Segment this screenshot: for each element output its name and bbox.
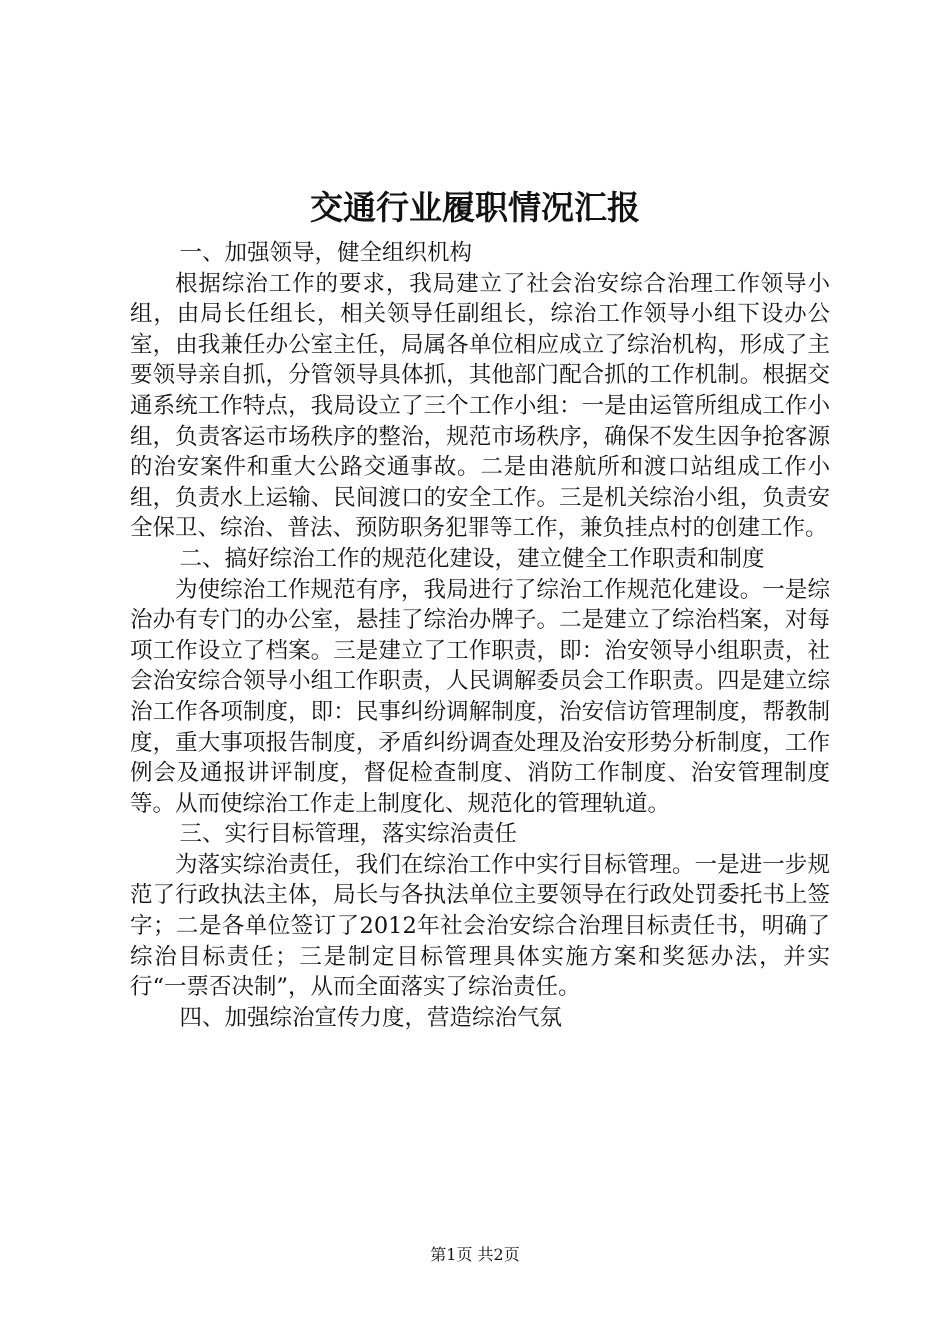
section-heading-2: 二、搞好综治工作的规范化建设，建立健全工作职责和制度	[179, 545, 765, 572]
document-body	[130, 238, 830, 1033]
section-heading-3: 三、实行目标管理，落实综治责任	[179, 821, 518, 848]
section-heading-1: 一、加强领导，健全组织机构	[179, 240, 473, 266]
section-paragraph-2: 为使综治工作规范有序，我局进行了综治工作规范化建设。一是综治办有专门的办公室，悬挂了综治办牌子。二是建立了综治档案，对每项工作设立了档案。三是建立了工作职责，即：治安领导小组职责，社会治安综合领导小组工作职责，人民调解委员会工作职责。四是建立综治工作各项制度，即：民事纠纷调解制度，治安信访管理制度，帮教制度，重大事项报告制度，矛盾纠纷调查处理及治安形势分析制度，工作例会及通报讲评制度，督促检查制度、消防工作制度、治安管理制度等。从而使综治工作走上制度化、规范化的管理轨道。	[130, 576, 830, 817]
section-paragraph-1: 根据综治工作的要求，我局建立了社会治安综合治理工作领导小组，由局长任组长，相关领导任副组长，综治工作领导小组下设办公室，由我兼任办公室主任，局属各单位相应成立了综治机构，形成了主要领导亲自抓，分管领导具体抓，其他部门配合抓的工作机制。根据交通系统工作特点，我局设立了三个工作小组：一是由运管所组成工作小组，负责客运市场秩序的整治，规范市场秩序，确保不发生因争抢客源的治安案件和重大公路交通事故。二是由港航所和渡口站组成工作小组，负责水上运输、民间渡口的安全工作。三是机关综治小组，负责安全保卫、综治、普法、预防职务犯罪等工作，兼负挂点村的创建工作。	[130, 270, 830, 542]
document-title: 交通行业履职情况汇报	[310, 188, 640, 227]
section-heading-4: 四、加强综治宣传力度，营造综治气氛	[179, 1004, 563, 1031]
section-paragraph-3: 为落实综治责任，我们在综治工作中实行目标管理。一是进一步规范了行政执法主体，局长与各执法单位主要领导在行政处罚委托书上签字；二是各单位签订了2012年社会治安综合治理目标责任书，明确了综治目标责任；三是制定目标管理具体实施方案和奖惩办法，并实行“一票否决制”，从而全面落实了综治责任。	[130, 851, 830, 1001]
page-footer: 第1页 共2页	[430, 1245, 520, 1264]
